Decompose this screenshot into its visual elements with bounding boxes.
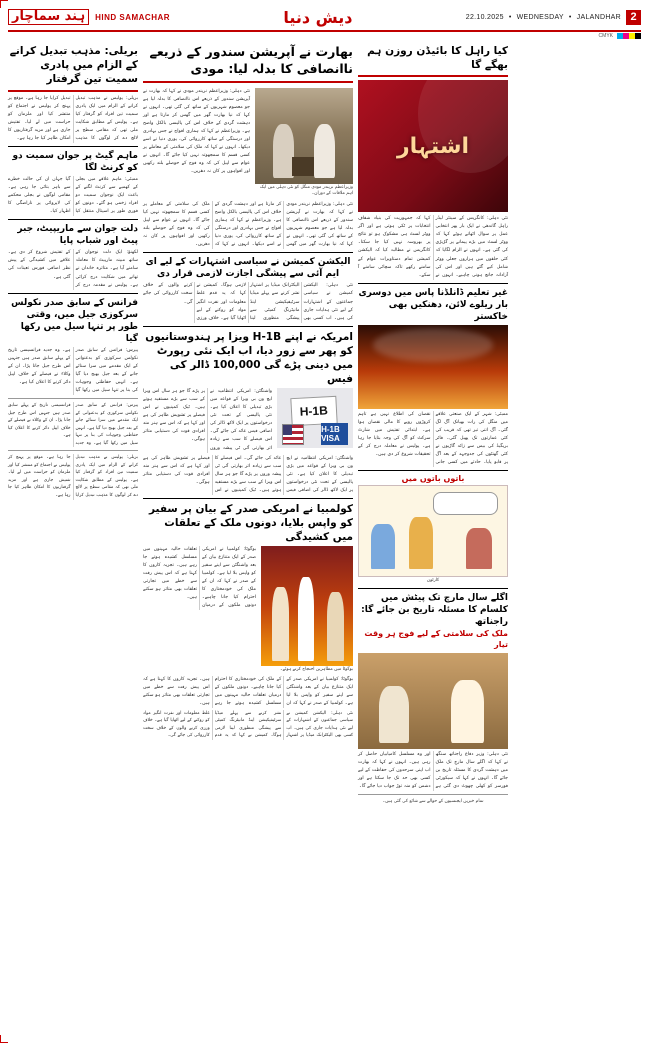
story-mahim-body: ممبئی: ماہم علاقے میں بجلی کے کھمبے سے کرنٹ لگنے کے باعث ایک نوجوان سمیت دو افراد زخمی ہو گئے۔ دونوں کو فوری طور پر اسپتال منتقل کیا گیا جہاں ان کی حالت خطرے سے باہر بتائی جا رہی ہے۔ مقامی لوگوں نے بجلی محکمے کی لاپروائی پر ناراضگی کا اظہار کیا۔: [8, 176, 138, 215]
photo-fire: [358, 325, 508, 409]
story-rajnath-subhead: ملک کی سلامتی کے لیے فوج ہر وقت تیار: [364, 629, 508, 650]
h1b-blue-label: H-1B VISA: [321, 423, 348, 445]
story-rahul-headline: کیا راہل کا بائیڈن روزن ہم بھگے گا: [367, 45, 508, 72]
advertisement-banner[interactable]: [358, 80, 508, 212]
lead-story-headline: بھارت نے آپریشن سندور کے ذریعے ناانصافی کا بدلہ لیا: مودی: [149, 44, 353, 76]
photo-colombia-rally: [261, 546, 353, 666]
story-bareilly-headline: بریلی: مذہب تبدیل کرانے کے الزام میں پادری سمیت تین گرفتار: [9, 45, 138, 86]
crop-mark-bottom-left: [0, 1035, 8, 1043]
page-content: [8, 44, 641, 1044]
lead-story-body: نئی دہلی: وزیراعظم نریندر مودی نے کہا کہ بھارت نے آپریشن سندور کے ذریعے اس ناانصافی کا بدلہ لیا ہے جو معصوم شہریوں کے ساتھ کی گئی تھی۔ انہوں نے کہا کہ نیا بھارت گھر میں گھس کر مارتا ہے اور دہشت گردی کے خلاف اس کی پالیسی بالکل واضح ہے۔ وزیراعظم نے کہا کہ ہماری افواج نے جس بہادری اور درستگی کے ساتھ کارروائی کی، پوری دنیا نے اسے دیکھا۔ انہوں نے کہا کہ ملک کی سلامتی کے معاملے پر کسی قسم کا سمجھوتہ نہیں کیا جائے گا۔ انہوں نے عوام سے اپیل کی کہ وہ فوج کے حوصلے بلند رکھیں اور افواہوں پر کان نہ دھریں۔: [143, 88, 250, 175]
cmyk-bars: [617, 33, 641, 39]
photo-modi-meeting-caption: وزیراعظم نریندر مودی منگل کو نئی دہلی میں ایک اہم ملاقات کے دوران۔: [259, 184, 353, 197]
publish-day: WEDNESDAY: [516, 13, 564, 21]
story-dalit-headline: دلت جوان سے ماریپیٹ، جبر پیٹ اور شباب پایا: [17, 224, 138, 247]
story-eci-body: نئی دہلی: الیکشن کمیشن نے سیاسی جماعتوں کے اشتہارات کے لیے نئی ہدایات جاری کی ہیں۔ اب کسی بھی الیکٹرانک میڈیا پر اشتہار نشر کرنے سے پہلے میڈیا سرٹیفیکیشن اینڈ مانیٹرنگ کمیٹی سے پیشگی منظوری لینا لازمی ہوگا۔ کمیشن نے کہا کہ یہ قدم غلط معلومات اور نفرت انگیز مواد کو روکنے کے لیے اٹھایا گیا ہے۔ خلاف ورزی کرنے والوں کے خلاف سخت کارروائی کی جائے گی۔: [143, 283, 353, 321]
lead-story-body-cont: نئی دہلی: وزیراعظم نریندر مودی نے کہا کہ بھارت نے آپریشن سندور کے ذریعے اس ناانصافی کا بدلہ لیا ہے جو معصوم شہریوں کے ساتھ کی گئی تھی۔ انہوں نے کہا کہ نیا بھارت گھر میں گھس کر مارتا ہے اور دہشت گردی کے خلاف اس کی پالیسی بالکل واضح ہے۔ وزیراعظم نے کہا کہ ہماری افواج نے جس بہادری اور درستگی کے ساتھ کارروائی کی، پوری دنیا نے اسے دیکھا۔ انہوں نے کہا کہ ملک کی سلامتی کے معاملے پر کسی قسم کا سمجھوتہ نہیں کیا جائے گا۔ انہوں نے عوام سے اپیل کی کہ وہ فوج کے حوصلے بلند رکھیں اور افواہوں پر کان نہ دھریں۔: [143, 201, 353, 248]
story-h1b-body-cont: واشنگٹن: امریکی انتظامیہ نے ایچ ون بی ویزا کے قواعد میں بڑی تبدیلی کا اعلان کیا ہے۔ نئی پالیسی کے تحت نئی درخواستوں پر ایک لاکھ ڈالر کی اضافی فیس عائد کی جائے گی۔ اس فیصلے کا سب سے زیادہ اثر بھارتی آئی ٹی پیشہ وروں پر پڑے گا جو ہر سال اس ویزا کے سب سے بڑے مستفید ہوتے ہیں۔ ٹیک کمپنیوں نے اس فیصلے پر تشویش ظاہر کی ہے اور کہا ہے کہ اس سے ہنر مند افرادی قوت کی دستیابی متاثر ہوگی۔: [143, 455, 353, 493]
masthead-brand: [8, 9, 170, 25]
cartoon-title: باتوں باتوں میں: [401, 474, 465, 484]
column-center: [143, 44, 353, 1044]
story-h1b-headline: امریکہ نے اپنے H-1B ویزا پر ہندوستانیوں کو پھر سے زور دیا، اب ایک نئی رپورٹ میں دینی پڑے گی 100,000 ڈالر کی فیس: [145, 330, 353, 386]
photo-modi-meeting: [255, 88, 353, 184]
masthead-meta: 22.10.2025 • WEDNESDAY • JALANDHAR 2: [466, 10, 641, 25]
footer-small-print: تمام خبریں ایجنسیوں کے حوالے سے شائع کی گئی ہیں۔: [382, 799, 484, 805]
story-france-body-cont: پیرس: فرانس کے سابق صدر نکولس سرکوزی کو بدعنوانی کے ایک مقدمے میں سزا سنائے جانے کے بعد جیل بھیج دیا گیا ہے۔ انہیں حفاظتی وجوہات کی بنا پر تنہا سیل میں رکھا گیا ہے۔ وہ جدید فرانسیسی تاریخ کے پہلے سابق صدر ہیں جنہیں اس طرح جیل جانا پڑا۔ ان کے وکلاء نے فیصلے کے خلاف اپیل دائر کرنے کا اعلان کیا ہے۔: [8, 403, 138, 446]
crop-mark-top-left: [0, 0, 8, 8]
story-france-body: پیرس: فرانس کے سابق صدر نکولس سرکوزی کو بدعنوانی کے ایک مقدمے میں سزا سنائے جانے کے بعد جیل بھیج دیا گیا ہے۔ انہیں حفاظتی وجوہات کی بنا پر تنہا سیل میں رکھا گیا ہے۔ وہ جدید فرانسیسی تاریخ کے پہلے سابق صدر ہیں جنہیں اس طرح جیل جانا پڑا۔ ان کے وکلاء نے فیصلے کے خلاف اپیل دائر کرنے کا اعلان کیا ہے۔: [8, 348, 138, 394]
story-filler-left: بریلی: پولیس نے مذہب تبدیل کرانے کے الزام میں ایک پادری سمیت تین افراد کو گرفتار کیا ہے۔ پولیس کے مطابق شکایت ملی تھی کہ مقامی سطح پر لالچ دے کر لوگوں کا مذہب تبدیل کرایا جا رہا ہے۔ موقع پر پہنچ کر پولیس نے اجتماع کو منتشر کیا اور ملزمان کو حراست میں لے لیا۔ تفتیش جاری ہے اور مزید گرفتاریوں کا امکان ظاہر کیا جا رہا ہے۔: [8, 455, 138, 498]
story-dalit-body: لکھنؤ: ایک دلت نوجوان کے ساتھ مبینہ مارپیٹ کا معاملہ سامنے آیا ہے۔ متاثرہ خاندان نے تھانے میں شکایت درج کرائی ہے۔ پولیس نے مقدمہ درج کر کے تفتیش شروع کر دی ہے۔ علاقے میں کشیدگی کے پیش نظر اضافی فورس تعینات کی گئی ہے۔: [8, 250, 138, 288]
photo-h1b-visa: [277, 388, 353, 448]
page-number-badge: 2: [626, 10, 641, 25]
story-rajnath-headline: اگلے سال مارچ تک پیٹش میں کلسام کا مسئلہ تاریخ بن جائے گا: راجناتھ: [361, 592, 508, 628]
publish-date: 22.10.2025: [465, 13, 504, 21]
cmyk-label: CMYK: [598, 33, 613, 39]
cartoon-caption: کارٹون: [426, 578, 440, 584]
logo-english: HIND SAMACHAR: [95, 12, 171, 22]
photo-rajnath: [358, 653, 508, 749]
advertisement-text: اشتہار: [397, 133, 469, 159]
story-mahim-headline: ماہم گیٹ پر جوان سمیت دو کو کرنٹ لگا: [12, 150, 138, 173]
h1b-card-label: H-1B: [290, 395, 337, 425]
story-france-headline: فرانس کے سابق صدر نکولس سرکوزی جیل میں، وقتی طور پر تنہا سیل میں رکھا گیا: [11, 297, 138, 344]
story-colombia-body-cont: بوگوٹا: کولمبیا نے امریکی صدر کے ایک متنازع بیان کے بعد واشنگٹن سے اپنے سفیر کو واپس بلا لیا ہے۔ کولمبیا کے صدر نے کہا کہ ان کے ملک کی خودمختاری کا احترام کیا جانا چاہیے۔ دونوں ملکوں کے درمیان تعلقات حالیہ مہینوں میں مسلسل کشیدہ ہوتے جا رہے ہیں۔ تجزیہ کاروں کا کہنا ہے کہ اس پیش رفت سے خطے میں تجارتی تعلقات بھی متاثر ہو سکتے ہیں۔: [143, 676, 353, 706]
edition-city: JALANDHAR: [576, 13, 621, 21]
masthead: [8, 6, 641, 32]
story-colombia-headline: کولمبیا نے امریکی صدر کے بیان پر سفیر کو واپس بلایا، دونوں ملک کے تعلقات میں کشیدگی: [149, 502, 353, 544]
story-colombia-body: بوگوٹا: کولمبیا نے امریکی صدر کے ایک متنازع بیان کے بعد واشنگٹن سے اپنے سفیر کو واپس بلا لیا ہے۔ کولمبیا کے صدر نے کہا کہ ان کے ملک کی خودمختاری کا احترام کیا جانا چاہیے۔ دونوں ملکوں کے درمیان تعلقات حالیہ مہینوں میں مسلسل کشیدہ ہوتے جا رہے ہیں۔ تجزیہ کاروں کا کہنا ہے کہ اس پیش رفت سے خطے میں تجارتی تعلقات بھی متاثر ہو سکتے ہیں۔: [143, 547, 256, 609]
story-rajnath-body: نئی دہلی: وزیر دفاع راجناتھ سنگھ نے کہا کہ اگلے سال مارچ تک ملک میں دہشت گردی کا مسئلہ تاریخ بن جائے گا۔ انہوں نے کہا کہ سیکورٹی فورسز کو کھلی چھوٹ دی گئی ہے اور وہ مسلسل کامیابیاں حاصل کر رہی ہیں۔ انہوں نے کہا کہ بھارت اب اپنی سرحدوں کی حفاظت کے لیے کسی بھی حد تک جا سکتا ہے اور دشمن کو منہ توڑ جواب دیا جائے گا۔: [358, 751, 508, 789]
photo-colombia-rally-caption: بوگوٹا میں مظاہرین احتجاج کرتے ہوئے۔: [279, 667, 353, 673]
story-h1b-body: واشنگٹن: امریکی انتظامیہ نے ایچ ون بی ویزا کے قواعد میں بڑی تبدیلی کا اعلان کیا ہے۔ نئی پالیسی کے تحت نئی درخواستوں پر ایک لاکھ ڈالر کی اضافی فیس عائد کی جائے گی۔ اس فیصلے کا سب سے زیادہ اثر بھارتی آئی ٹی پیشہ وروں پر پڑے گا جو ہر سال اس ویزا کے سب سے بڑے مستفید ہوتے ہیں۔ ٹیک کمپنیوں نے اس فیصلے پر تشویش ظاہر کی ہے اور کہا ہے کہ اس سے ہنر مند افرادی قوت کی دستیابی متاثر ہوگی۔: [143, 389, 272, 451]
story-eci-headline: الیکشن کمیشن نے سیاسی اشتہارات کے لیے ای ایم آئی سے پیشگی اجازت لازمی قرار دی: [145, 257, 351, 280]
story-bareilly-body: بریلی: پولیس نے مذہب تبدیل کرانے کے الزام میں ایک پادری سمیت تین افراد کو گرفتار کیا ہے۔ پولیس کے مطابق شکایت ملی تھی کہ مقامی سطح پر لالچ دے کر لوگوں کا مذہب تبدیل کرایا جا رہا ہے۔ موقع پر پہنچ کر پولیس نے اجتماع کو منتشر کیا اور ملزمان کو حراست میں لے لیا۔ تفتیش جاری ہے اور مزید گرفتاریوں کا امکان ظاہر کیا جا رہا ہے۔: [8, 95, 138, 141]
story-rahul-body: نئی دہلی: کانگریس کے سینئر لیڈر راہل گاندھی نے ایک بار پھر انتخابی عمل پر سوال اٹھاتے ہوئے کہا کہ ووٹر لسٹ میں بڑے پیمانے پر گڑبڑی کی گئی ہے۔ انہوں نے الزام لگایا کہ کئی حلقوں میں ہزاروں جعلی ووٹر شامل کیے گئے ہیں اور اس کی آزادانہ جانچ ہونی چاہیے۔ انہوں نے کہا کہ جمہوریت کی بنیاد شفاف انتخابات پر ٹکی ہوتی ہے اور اگر ووٹر لسٹ ہی مشکوک ہو تو نتائج پر بھروسہ نہیں کیا جا سکتا۔ کانگریس نے مطالبہ کیا کہ الیکشن کمیشن تمام دستاویزات عوام کے سامنے رکھے تاکہ سچائی سامنے آ سکے۔: [358, 216, 508, 278]
logo-urdu: ہند سماچار: [8, 9, 89, 25]
story-fire-body: ممبئی: شہر کے ایک صنعتی علاقے میں منگل کی رات بھیانک آگ لگ گئی۔ آگ اتنی تیز تھی کہ قریب کی کئی عمارتوں تک پھیل گئی۔ فائر بریگیڈ کی بیس سے زائد گاڑیوں نے کئی گھنٹوں کی جدوجہد کے بعد آگ پر قابو پایا۔ حادثے میں کسی جانی نقصان کی اطلاع نہیں ہے تاہم کروڑوں روپے کا مالی نقصان ہوا ہے۔ ابتدائی تفتیش میں شارٹ سرکٹ کو آگ کی وجہ بتایا جا رہا ہے۔ پولیس نے معاملہ درج کر کے تحقیقات شروع کر دی ہیں۔: [358, 412, 508, 466]
page-title: دیش دنیا: [283, 7, 353, 27]
story-fire-headline: غیر تعلیم ڈانلڈنا پاس میں دوسری بار ریلوے لائن، دھنکیں بھی خاکستر: [358, 287, 508, 322]
us-flag-icon: [282, 424, 305, 444]
column-right: [358, 44, 508, 1044]
column-left: [8, 44, 138, 1044]
photo-cartoon: [358, 485, 508, 577]
story-colombia-body-tail: نئی دہلی: الیکشن کمیشن نے سیاسی جماعتوں کے اشتہارات کے لیے نئی ہدایات جاری کی ہیں۔ اب کسی بھی الیکٹرانک میڈیا پر اشتہار نشر کرنے سے پہلے میڈیا سرٹیفیکیشن اینڈ مانیٹرنگ کمیٹی سے پیشگی منظوری لینا لازمی ہوگا۔ کمیشن نے کہا کہ یہ قدم غلط معلومات اور نفرت انگیز مواد کو روکنے کے لیے اٹھایا گیا ہے۔ خلاف ورزی کرنے والوں کے خلاف سخت کارروائی کی جائے گی۔: [143, 710, 353, 739]
